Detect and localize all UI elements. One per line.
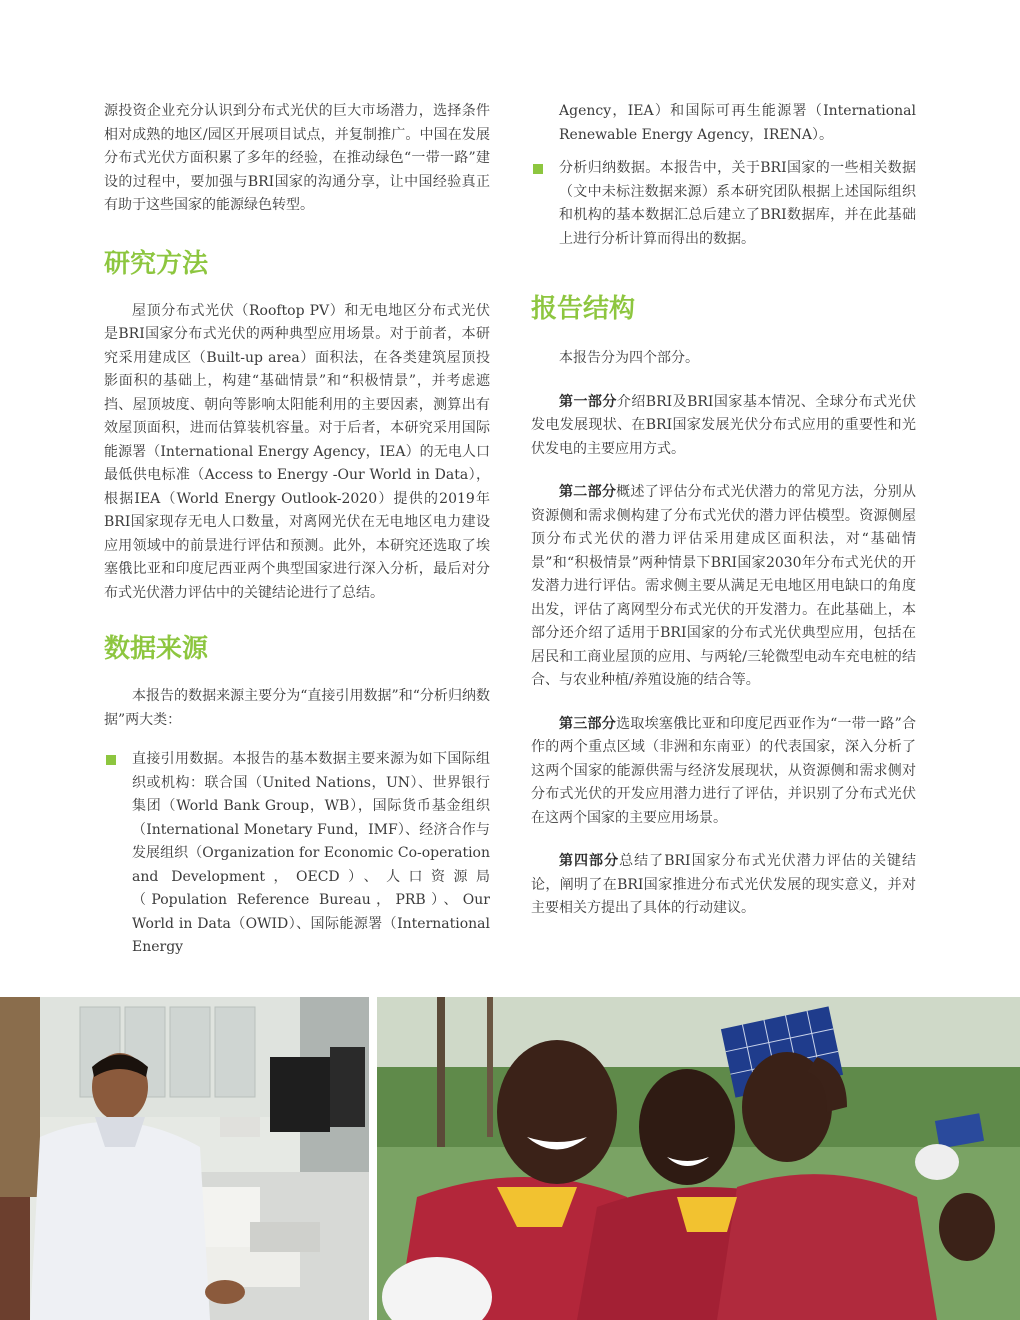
research-method-heading: 研究方法 <box>104 248 209 279</box>
part-three-label: 第三部分 <box>559 715 617 732</box>
part-two-text: 概述了评估分布式光伏潜力的常见方法，分别从资源侧和需求侧构建了分布式光伏的潜力评估模型。资源侧屋顶分布式光伏的潜力评估采用建成区面积法，对“基础情景”和“积极情景”两种情景下BRI国家2030年分布式光伏的开发潜力进行评估。需求侧主要从满足无电地区用电缺口的角度出发，评估了离网型分布式光伏的开发潜力。在此基础上，本部分还介绍了适用于BRI国家的分布式光伏典型应用，包括在居民和工商业屋顶的应用、与两轮/三轮微型电动车充电桩的结合、与农业种植/养殖设施的结合等。 <box>531 484 917 688</box>
right-column <box>531 100 916 921</box>
part-two-paragraph <box>531 481 916 693</box>
report-structure-intro: 本报告分为四个部分。 <box>559 350 699 366</box>
intro-paragraph: 源投资企业充分认识到分布式光伏的巨大市场潜力，选择条件相对成熟的地区/园区开展项目试点，并复制推广。中国在发展分布式光伏方面积累了多年的经验，在推动绿色“一带一路”建设的过程中，要加强与BRI国家的沟通分享，让中国经验真正有助于这些国家的能源绿色转型。 <box>104 103 490 213</box>
bullet-square-icon <box>106 755 116 765</box>
children-photo-illustration <box>377 997 1020 1320</box>
bullet-direct-data-text: 直接引用数据。本报告的基本数据主要来源为如下国际组织或机构：联合国（United Nations，UN）、世界银行集团（World Bank Group，WB），国际货币基金组织（International Monetary Fund，IMF）、经济合作与发展组织（Organization for Economic Co-operation and Development，OECD）、人口资源局（Population Reference Bureau，PRB）、Our World in Data（OWID）、国际能源署（International Energy <box>132 751 490 955</box>
engineer-photo-illustration <box>0 997 369 1320</box>
part-two-label: 第二部分 <box>559 484 617 500</box>
data-source-paragraph: 本报告的数据来源主要分为“直接引用数据”和“分析归纳数据”两大类： <box>104 688 490 728</box>
part-one-paragraph <box>531 391 916 462</box>
bullet-direct-data-continued-text: Agency，IEA）和国际可再生能源署（International Renewable Energy Agency，IRENA）。 <box>559 103 916 143</box>
part-one-text: 介绍BRI及BRI国家基本情况、全球分布式光伏发电发展现状、在BRI国家发展光伏分布式应用的重要性和光伏发电的主要应用方式。 <box>531 393 917 457</box>
report-structure-heading: 报告结构 <box>531 294 636 324</box>
bullet-analyzed-data-text: 分析归纳数据。本报告中，关于BRI国家的一些相关数据（文中未标注数据来源）系本研究团队根据上述国际组织和机构的基本数据汇总后建立了BRI数据库，并在此基础上进行分析计算而得出的数据。 <box>559 160 916 247</box>
bullet-direct-data <box>104 748 490 960</box>
children-solar-panel-photo <box>377 997 1020 1320</box>
part-four-label: 第四部分 <box>559 853 620 869</box>
bullet-analyzed-data <box>531 157 916 251</box>
engineer-control-room-photo <box>0 997 369 1320</box>
part-four-paragraph <box>531 850 916 921</box>
part-one-label: 第一部分 <box>559 393 617 410</box>
research-method-paragraph: 屋顶分布式光伏（Rooftop PV）和无电地区分布式光伏是BRI国家分布式光伏的两种典型应用场景。对于前者，本研究采用建成区（Built-up area）面积法，在各类建筑屋顶投影面积的基础上，构建“基础情景”和“积极情景”，并考虑遮挡、屋顶坡度、朝向等影响太阳能利用的主要因素，测算出有效屋顶面积，进而估算装机容量。对于后者，本研究采用国际能源署（International Energy Agency，IEA）的无电人口最低供电标准（Access to Energy -Our World in Data），根据IEA（World Energy Outlook-2020）提供的2019年BRI国家现存无电人口数量，对离网光伏在无电地区电力建设应用领域中的前景进行评估和预测。此外，本研究还选取了埃塞俄比亚和印度尼西亚两个典型国家进行深入分析，最后对分布式光伏潜力评估中的关键结论进行了总结。 <box>104 302 490 601</box>
data-source-heading: 数据来源 <box>104 634 209 664</box>
part-three-paragraph <box>531 713 916 831</box>
left-column <box>104 100 490 960</box>
bullet-square-icon <box>533 164 543 174</box>
part-three-text: 选取埃塞俄比亚和印度尼西亚作为“一带一路”合作的两个重点区域（非洲和东南亚）的代表国家，深入分析了这两个国家的能源供需与经济发展现状，从资源侧和需求侧对分布式光伏的开发应用潜力进行了评估，并识别了分布式光伏在这两个国家的主要应用场景。 <box>531 715 916 826</box>
part-four-text: 总结了BRI国家分布式光伏潜力评估的关键结论，阐明了在BRI国家推进分布式光伏发展的现实意义，并对主要相关方提出了具体的行动建议。 <box>531 853 917 916</box>
bullet-direct-data-continued <box>531 100 916 147</box>
